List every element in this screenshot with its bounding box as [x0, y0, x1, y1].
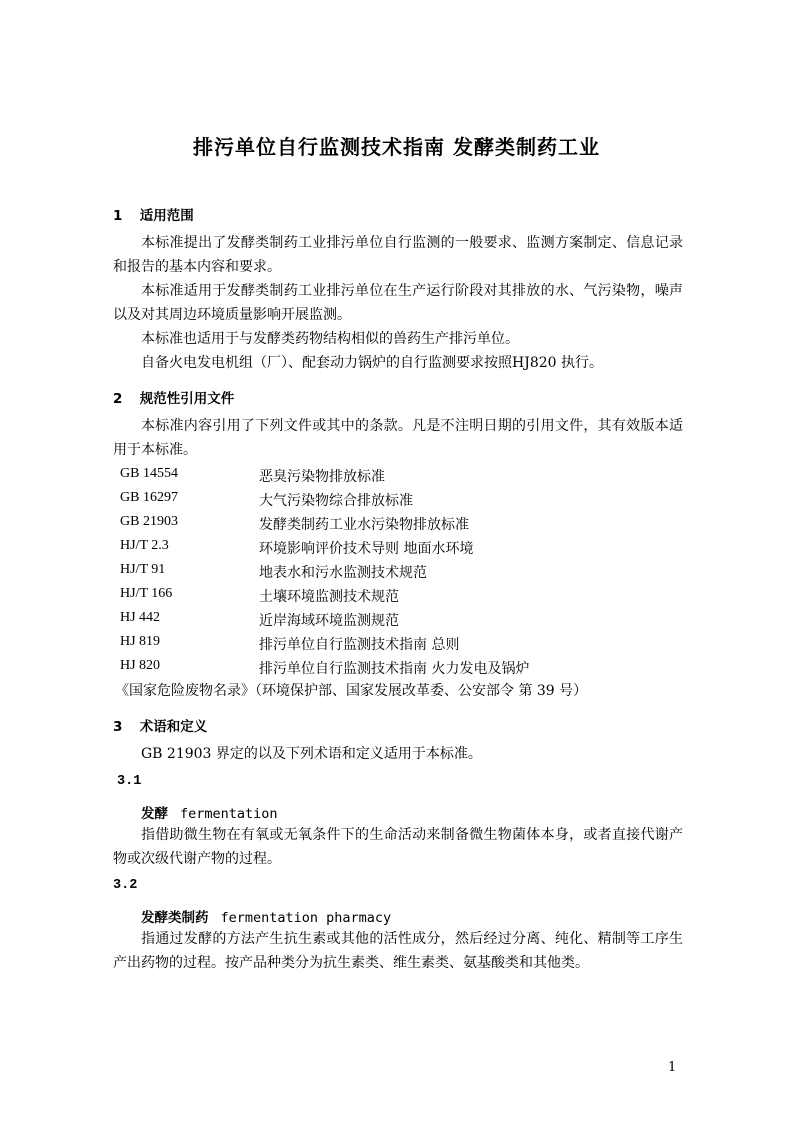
reference-name: 排污单位自行监测技术指南 总则	[259, 637, 460, 653]
section-title: 术语和定义	[139, 719, 208, 735]
reference-name: 排污单位自行监测技术指南 火力发电及锅炉	[259, 661, 530, 677]
term-zh: 发酵类制药	[141, 910, 209, 926]
section-number: 1	[113, 208, 123, 224]
section-title: 适用范围	[139, 208, 194, 224]
paragraph: 本标准适用于发酵类制药工业排污单位在生产运行阶段对其排放的水、气污染物，噪声以及对其周边环境质量影响开展监测。	[113, 283, 683, 323]
reference-name: 环境影响评价技术导则 地面水环境	[259, 541, 474, 557]
term-number: 3.2	[113, 878, 138, 893]
section-heading-1	[113, 204, 194, 224]
term-heading	[141, 906, 391, 926]
paragraph: 指借助微生物在有氧或无氧条件下的生命活动来制备微生物菌体本身，或者直接代谢产物或次级代谢产物的过程。	[113, 827, 683, 867]
document-title: 排污单位自行监测技术指南 发酵类制药工业	[193, 135, 600, 159]
reference-code: HJ 442	[120, 610, 161, 625]
reference-name: 地表水和污水监测技术规范	[259, 565, 427, 581]
reference-extra: 《国家危险废物名录》（环境保护部、国家发展改革委、公安部令 第 39 号）	[115, 683, 588, 699]
paragraph: 本标准也适用于与发酵类药物结构相似的兽药生产排污单位。	[141, 331, 519, 347]
reference-code: HJ 820	[120, 658, 161, 673]
reference-name: 恶臭污染物排放标准	[259, 469, 385, 485]
paragraph: GB 21903 界定的以及下列术语和定义适用于本标准。	[141, 746, 482, 762]
reference-code: GB 16297	[120, 490, 178, 505]
term-number: 3.1	[117, 774, 142, 789]
section-heading-3	[113, 715, 207, 735]
reference-code: HJ/T 91	[120, 562, 166, 577]
reference-code: HJ/T 166	[120, 586, 173, 601]
reference-name: 发酵类制药工业水污染物排放标准	[259, 517, 469, 533]
reference-name: 土壤环境监测技术规范	[259, 589, 399, 605]
term-zh: 发酵	[141, 806, 168, 822]
term-en: fermentation	[180, 806, 278, 822]
reference-name: 近岸海域环境监测规范	[259, 613, 399, 629]
reference-code: GB 14554	[120, 466, 178, 481]
reference-code: GB 21903	[120, 514, 178, 529]
reference-code: HJ/T 2.3	[120, 538, 169, 553]
section-number: 3	[113, 719, 123, 735]
page-number: 1	[668, 1060, 677, 1075]
term-heading	[141, 802, 278, 822]
reference-name: 大气污染物综合排放标准	[259, 493, 413, 509]
paragraph: 指通过发酵的方法产生抗生素或其他的活性成分，然后经过分离、纯化、精制等工序生产出药物的过程。按产品种类分为抗生素类、维生素类、氨基酸类和其他类。	[113, 931, 683, 971]
paragraph: 本标准内容引用了下列文件或其中的条款。凡是不注明日期的引用文件，其有效版本适用于本标准。	[113, 418, 683, 458]
reference-code: HJ 819	[120, 634, 161, 649]
section-heading-2	[113, 387, 234, 407]
section-title: 规范性引用文件	[139, 391, 235, 407]
section-number: 2	[113, 391, 123, 407]
term-en: fermentation pharmacy	[220, 910, 392, 926]
paragraph: 本标准提出了发酵类制药工业排污单位自行监测的一般要求、监测方案制定、信息记录和报告的基本内容和要求。	[113, 235, 683, 275]
paragraph: 自备火电发电机组（厂）、配套动力锅炉的自行监测要求按照HJ820 执行。	[141, 355, 603, 371]
